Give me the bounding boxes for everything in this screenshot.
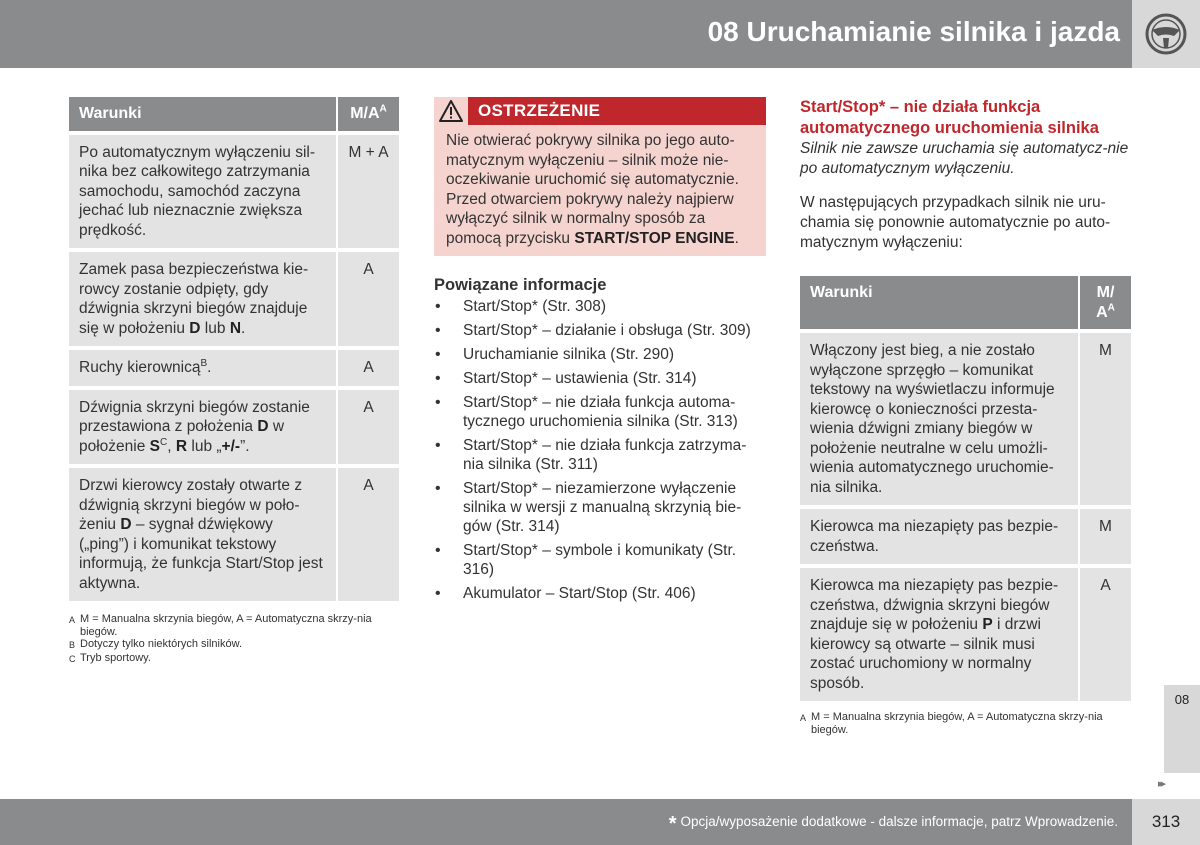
table-cell-mode: A	[1079, 566, 1131, 701]
table-cell-condition: Drzwi kierowcy zostały otwarte z dźwignią skrzyni biegów w poło-żeniu D – sygnał dźwiękowy („ping”) i komunikat tekstowy informują, że funkcja Start/Stop jest aktywna.	[69, 466, 337, 601]
conditions-table-restart	[800, 276, 1131, 701]
footer-note: * Opcja/wyposażenie dodatkowe - dalsze informacje, patrz Wprowadzenie.	[668, 813, 1118, 835]
table-cell-condition: Kierowca ma niezapięty pas bezpie-czeństwa, dźwignia skrzyni biegów znajduje się w położeniu P i drzwi kierowcy są otwarte – silnik musi zostać uruchomiony w normalny sposób.	[800, 566, 1079, 701]
warning-title: OSTRZEŻENIE	[478, 101, 601, 120]
table-cell-condition: Włączony jest bieg, a nie zostało wyłączone sprzęgło – komunikat tekstowy na wyświetlaczu informuje kierowcę o konieczności przesta-wienia dźwigni zmiany biegów w położenie neutralne w celu umożli-wienia automatycznego uruchomie-nia silnika.	[800, 331, 1079, 507]
table-cell-mode: A	[337, 348, 399, 388]
table-header-conditions: Warunki	[800, 276, 1079, 331]
table-cell-mode: A	[337, 466, 399, 601]
table-header-mode: $M/A^A$	[337, 97, 399, 133]
chapter-icon-box	[1132, 0, 1200, 68]
footnote: A M = Manualna skrzynia biegów, A = Automatyczna skrzy-nia biegów.	[69, 613, 372, 638]
warning-triangle-icon	[439, 100, 463, 122]
table-row	[800, 331, 1131, 507]
warning-body: Nie otwierać pokrywy silnika po jego auto-matycznym wyłączeniu – silnik może nie-oczekiwanie uruchomić się automatycznie. Przed otwarciem pokrywy należy najpierw wyłączyć silnik w normalny sposób za pomocą przycisku START/STOP ENGINE.	[434, 125, 766, 256]
table-row	[69, 133, 399, 251]
table-cell-mode: A	[337, 250, 399, 348]
table-row	[69, 388, 399, 467]
table-cell-mode: M	[1079, 507, 1131, 566]
page-number: 313	[1151, 812, 1181, 831]
chapter-title: 08 Uruchamianie silnika i jazda	[707, 16, 1120, 47]
related-info-list	[434, 297, 766, 603]
related-link[interactable]: • Start/Stop* – symbole i komunikaty (Str. 316)	[434, 541, 766, 579]
footnote: C Tryb sportowy.	[69, 651, 151, 664]
footnote: A M = Manualna skrzynia biegów, A = Automatyczna skrzy-nia biegów.	[800, 711, 1103, 736]
next-page-icon[interactable]: ▸▸	[1158, 778, 1164, 790]
table-row	[69, 348, 399, 388]
related-link[interactable]: • Uruchamianie silnika (Str. 290)	[434, 345, 766, 364]
middle-column	[434, 97, 766, 608]
table-row	[69, 466, 399, 601]
steering-wheel-icon	[1144, 12, 1188, 56]
table-cell-mode: M + A	[337, 133, 399, 251]
related-link[interactable]: • Akumulator – Start/Stop (Str. 406)	[434, 584, 766, 603]
related-link[interactable]: • Start/Stop* (Str. 308)	[434, 297, 766, 316]
table-cell-condition: Zamek pasa bezpieczeństwa kie-rowcy zostanie odpięty, gdy dźwignia skrzyni biegów znajduje się w położeniu D lub N.	[69, 250, 337, 348]
conditions-table-automatic	[69, 97, 399, 601]
table-cell-condition: Po automatycznym wyłączeniu sil-nika bez całkowitego zatrzymania samochodu, samochód zaczyna jechać lub nieznacznie zwiększa prędkość.	[69, 133, 337, 251]
footnotes	[800, 711, 1131, 736]
warning-header	[434, 97, 766, 125]
related-link[interactable]: • Start/Stop* – ustawienia (Str. 314)	[434, 369, 766, 388]
left-column	[69, 97, 399, 665]
section-text: W następujących przypadkach silnik nie uru-chamia się ponownie automatycznie po auto-matycznym wyłączeniu:	[800, 194, 1111, 251]
section-title: Start/Stop* – nie działa funkcja automatycznego uruchomienia silnika	[800, 98, 1099, 137]
related-link[interactable]: • Start/Stop* – niezamierzone wyłączenie silnika w wersji z manualną skrzynią bie-gów (Str. 314)	[434, 479, 766, 536]
table-cell-mode: A	[337, 388, 399, 467]
chapter-tab-label: 08	[1174, 692, 1190, 707]
related-info-title: Powiązane informacje	[434, 276, 607, 294]
table-cell-condition: Dźwignia skrzyni biegów zostanie przestawiona z położenia D w położenie $S^C$, R lub „+/-”.	[69, 388, 337, 467]
footnote: B Dotyczy tylko niektórych silników.	[69, 638, 242, 650]
table-cell-condition: Ruchy kierownicą$^B$.	[69, 348, 337, 388]
table-cell-mode: M	[1079, 331, 1131, 507]
table-row	[69, 250, 399, 348]
related-link[interactable]: • Start/Stop* – nie działa funkcja zatrzyma-nia silnika (Str. 311)	[434, 436, 766, 474]
right-column	[800, 97, 1131, 736]
section-subtitle: Silnik nie zawsze uruchamia się automatycz-nie po automatycznym wyłączeniu.	[800, 140, 1129, 177]
table-cell-condition: Kierowca ma niezapięty pas bezpie-czeństwa.	[800, 507, 1079, 566]
related-link[interactable]: • Start/Stop* – działanie i obsługa (Str. 309)	[434, 321, 766, 340]
table-header-mode: M/ $A^A$	[1079, 276, 1131, 331]
table-header-conditions: Warunki	[69, 97, 337, 133]
footnotes	[69, 613, 399, 665]
table-row	[800, 507, 1131, 566]
related-link[interactable]: • Start/Stop* – nie działa funkcja automa-tycznego uruchomienia silnika (Str. 313)	[434, 393, 766, 431]
table-row	[800, 566, 1131, 701]
